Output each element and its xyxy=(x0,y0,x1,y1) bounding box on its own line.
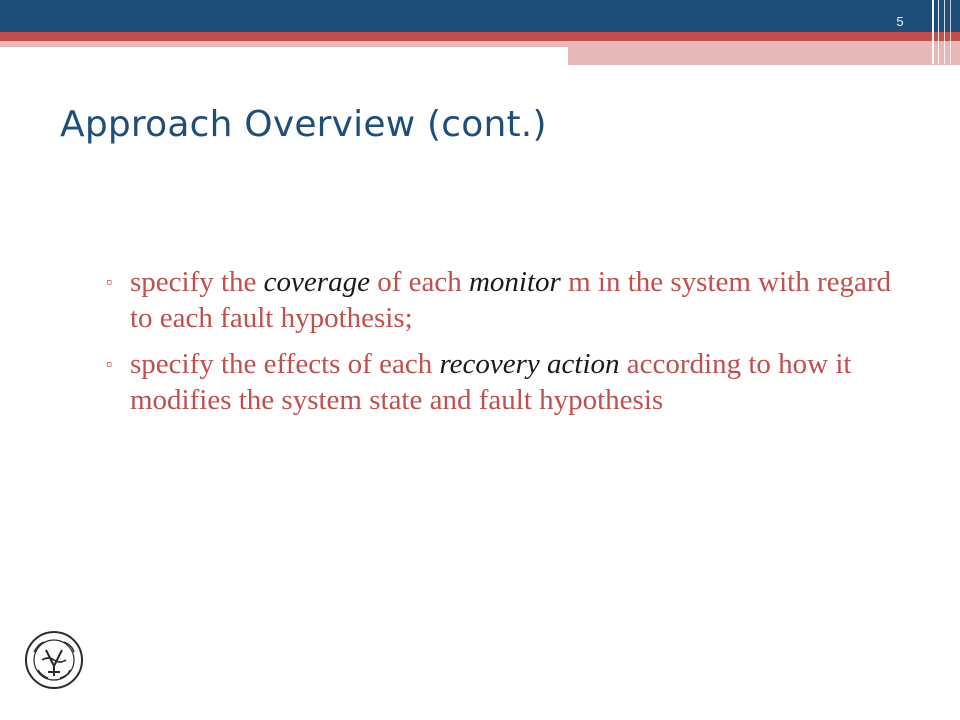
header-bar-pink-block xyxy=(568,41,960,65)
header-bar-pink-thin xyxy=(0,41,570,47)
bullet-text: specify the xyxy=(130,266,264,298)
bullet-marker-icon: ▫ xyxy=(106,272,113,292)
bullet-item xyxy=(100,264,900,336)
slide-title: Approach Overview (cont.) xyxy=(60,104,547,145)
emphasized-term: recovery action xyxy=(439,348,620,380)
emphasized-term: monitor xyxy=(468,266,561,298)
bullet-text: according to how it modifies the system state and fault hypothesis xyxy=(130,348,852,416)
bullet-marker-icon: ▫ xyxy=(106,354,113,374)
bullet-list xyxy=(100,264,900,428)
decorative-vertical-line xyxy=(932,0,934,64)
university-seal-icon xyxy=(24,630,84,690)
decorative-vertical-line xyxy=(938,0,939,64)
header-bar-blue xyxy=(0,0,960,32)
decorative-vertical-line xyxy=(950,0,951,64)
decorative-vertical-line xyxy=(944,0,945,64)
bullet-text: specify the effects of each xyxy=(130,348,440,380)
header-bar-red xyxy=(0,32,960,41)
bullet-text: of each xyxy=(369,266,469,298)
emphasized-term: coverage xyxy=(263,266,370,298)
bullet-item xyxy=(100,346,900,418)
bullet-text: m in the system with regard to each fault hypothesis; xyxy=(130,266,892,334)
slide-number: 5 xyxy=(896,14,904,29)
